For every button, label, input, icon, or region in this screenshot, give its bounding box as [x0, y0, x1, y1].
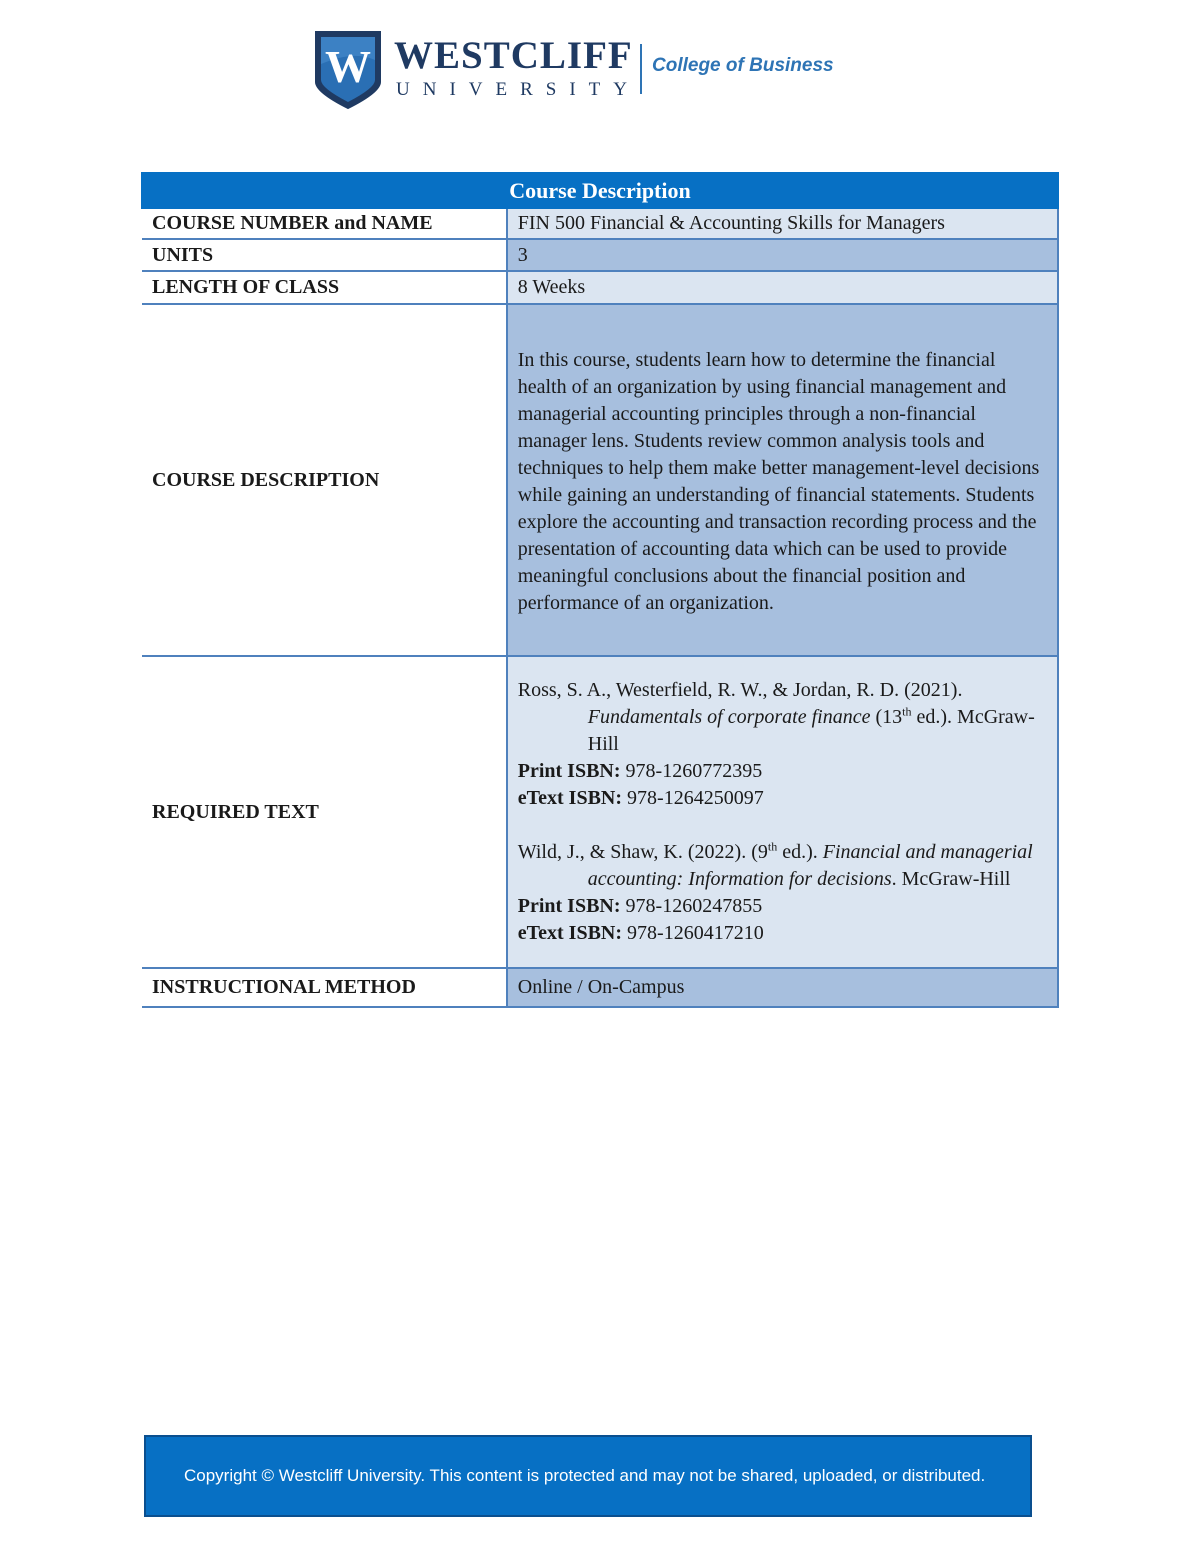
length-label: LENGTH OF CLASS — [142, 271, 507, 304]
reference-wild-title: Financial and managerial accounting: Information for decisions — [587, 841, 1033, 890]
college-name: College of Business — [652, 55, 834, 76]
required-text-label: REQUIRED TEXT — [142, 656, 507, 968]
description-cell — [507, 304, 1058, 656]
copyright-footer — [144, 1435, 1032, 1517]
method-label: INSTRUCTIONAL METHOD — [142, 968, 507, 1007]
table-row-description — [142, 304, 1058, 656]
table-row-length — [142, 271, 1058, 304]
units-value: 3 — [507, 239, 1058, 271]
required-text-cell — [507, 656, 1058, 968]
logo-divider — [640, 44, 642, 94]
copyright-text: Copyright © Westcliff University. This content is protected and may not be shared, uploaded, or distributed. — [184, 1466, 986, 1485]
table-row-course-number — [142, 208, 1058, 239]
reference-ross-title: Fundamentals of corporate finance — [587, 706, 871, 728]
course-number-label: COURSE NUMBER and NAME — [142, 208, 507, 239]
course-number-value: FIN 500 Financial & Accounting Skills for Managers — [507, 208, 1058, 239]
table-row-required-text — [142, 656, 1058, 968]
reference-wild: Wild, J., & Shaw, K. (2022). (9th ed.). Financial and managerial accounting: Information for decisions. McGraw-Hill — [517, 839, 1033, 890]
ross-etext-isbn: eText ISBN: 978-1264250097 — [517, 787, 764, 809]
wild-print-isbn: Print ISBN: 978-1260247855 — [517, 895, 763, 917]
table-title: Course Description — [142, 173, 1058, 208]
length-value: 8 Weeks — [507, 271, 1058, 304]
table-row-method — [142, 968, 1058, 1007]
wordmark-university: UNIVERSITY — [396, 79, 640, 100]
table-row-units — [142, 239, 1058, 271]
svg-text:W: W — [325, 41, 371, 92]
description-text: In this course, students learn how to determine the financial health of an organization by using financial management and managerial accounting principles through a non-financial manager lens. Students review common analysis tools and techniques to help them make better management-level decisions while gaining an understanding of financial statements. Students explore the accounting and transaction recording process and the presentation of accounting data which can be used to provide meaningful conclusions about the financial position and performance of an organization. — [517, 349, 1040, 614]
wild-etext-isbn: eText ISBN: 978-1260417210 — [517, 922, 764, 944]
university-logo — [314, 30, 854, 112]
reference-ross: Ross, S. A., Westerfield, R. W., & Jordan, R. D. (2021). Fundamentals of corporate finance (13th ed.). McGraw-Hill — [517, 679, 1035, 755]
course-description-table — [141, 172, 1059, 1008]
description-label: COURSE DESCRIPTION — [142, 304, 507, 656]
ross-print-isbn: Print ISBN: 978-1260772395 — [517, 760, 763, 782]
wordmark-westcliff: WESTCLIFF — [394, 34, 633, 77]
method-value: Online / On-Campus — [507, 968, 1058, 1007]
units-label: UNITS — [142, 239, 507, 271]
shield-crest-icon — [314, 30, 382, 110]
